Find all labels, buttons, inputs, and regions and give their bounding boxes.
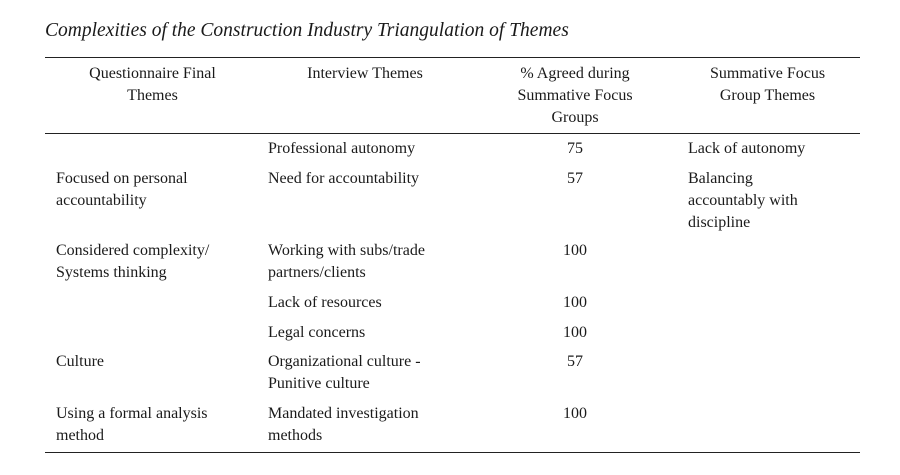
row-7-agreed-percent: 100 (563, 405, 587, 422)
cell-text-line: Professional autonomy (268, 140, 416, 157)
header-bottom-rule (45, 133, 860, 134)
header-text-line: Summative Focus (709, 65, 826, 82)
row-1-interview-theme (268, 138, 415, 160)
row-6-interview-theme (268, 351, 421, 395)
row-1-agreed-percent: 75 (567, 140, 583, 157)
cell-text-line: Legal concerns (268, 324, 366, 341)
row-5-interview-theme (268, 322, 365, 344)
row-6-questionnaire-theme (56, 351, 104, 373)
header-interview-themes (265, 63, 465, 85)
table-top-rule (45, 57, 860, 58)
cell-text-line: Considered complexity/ (56, 242, 210, 259)
header-percent-agreed (490, 63, 660, 129)
header-text-line: Themes (127, 87, 178, 104)
table-bottom-rule (45, 452, 860, 453)
cell-text-line: Focused on personal (56, 170, 188, 187)
row-3-questionnaire-theme (56, 240, 209, 284)
cell-text-line: Culture (56, 353, 104, 370)
row-7-questionnaire-theme (56, 403, 208, 447)
cell-text-line: method (56, 427, 104, 444)
cell-text-line: Lack of autonomy (688, 140, 806, 157)
row-5-agreed-percent: 100 (563, 324, 587, 341)
header-text-line: Groups (551, 109, 599, 126)
header-text-line: Questionnaire Final (89, 65, 216, 82)
cell-text-line: Organizational culture - (268, 353, 421, 370)
header-summative-focus-group-themes (680, 63, 855, 107)
cell-text-line: accountably with (688, 192, 798, 209)
header-text-line: Summative Focus (517, 87, 633, 104)
row-4-agreed-percent: 100 (563, 294, 587, 311)
table-caption: Complexities of the Construction Industry Triangulation of Themes (45, 20, 569, 41)
row-2-agreed-percent: 57 (567, 170, 583, 187)
row-2-focus-theme (688, 168, 798, 234)
cell-text-line: Lack of resources (268, 294, 382, 311)
cell-text-line: discipline (688, 214, 751, 231)
cell-text-line: Punitive culture (268, 375, 370, 392)
cell-text-line: Need for accountability (268, 170, 420, 187)
header-text-line: % Agreed during (520, 65, 630, 82)
row-7-interview-theme (268, 403, 419, 447)
row-1-focus-theme (688, 138, 805, 160)
header-text-line: Interview Themes (307, 65, 423, 82)
cell-text-line: Using a formal analysis (56, 405, 208, 422)
cell-text-line: Mandated investigation (268, 405, 419, 422)
cell-text-line: Balancing (688, 170, 753, 187)
cell-text-line: methods (268, 427, 323, 444)
cell-text-line: partners/clients (268, 264, 366, 281)
row-6-agreed-percent: 57 (567, 353, 583, 370)
cell-text-line: accountability (56, 192, 147, 209)
row-2-questionnaire-theme (56, 168, 188, 212)
cell-text-line: Systems thinking (56, 264, 167, 281)
cell-text-line: Working with subs/trade (268, 242, 425, 259)
header-text-line: Group Themes (719, 87, 816, 104)
row-3-interview-theme (268, 240, 425, 284)
row-4-interview-theme (268, 292, 382, 314)
row-2-interview-theme (268, 168, 419, 190)
header-questionnaire-final-themes (60, 63, 245, 107)
row-3-agreed-percent: 100 (563, 242, 587, 259)
